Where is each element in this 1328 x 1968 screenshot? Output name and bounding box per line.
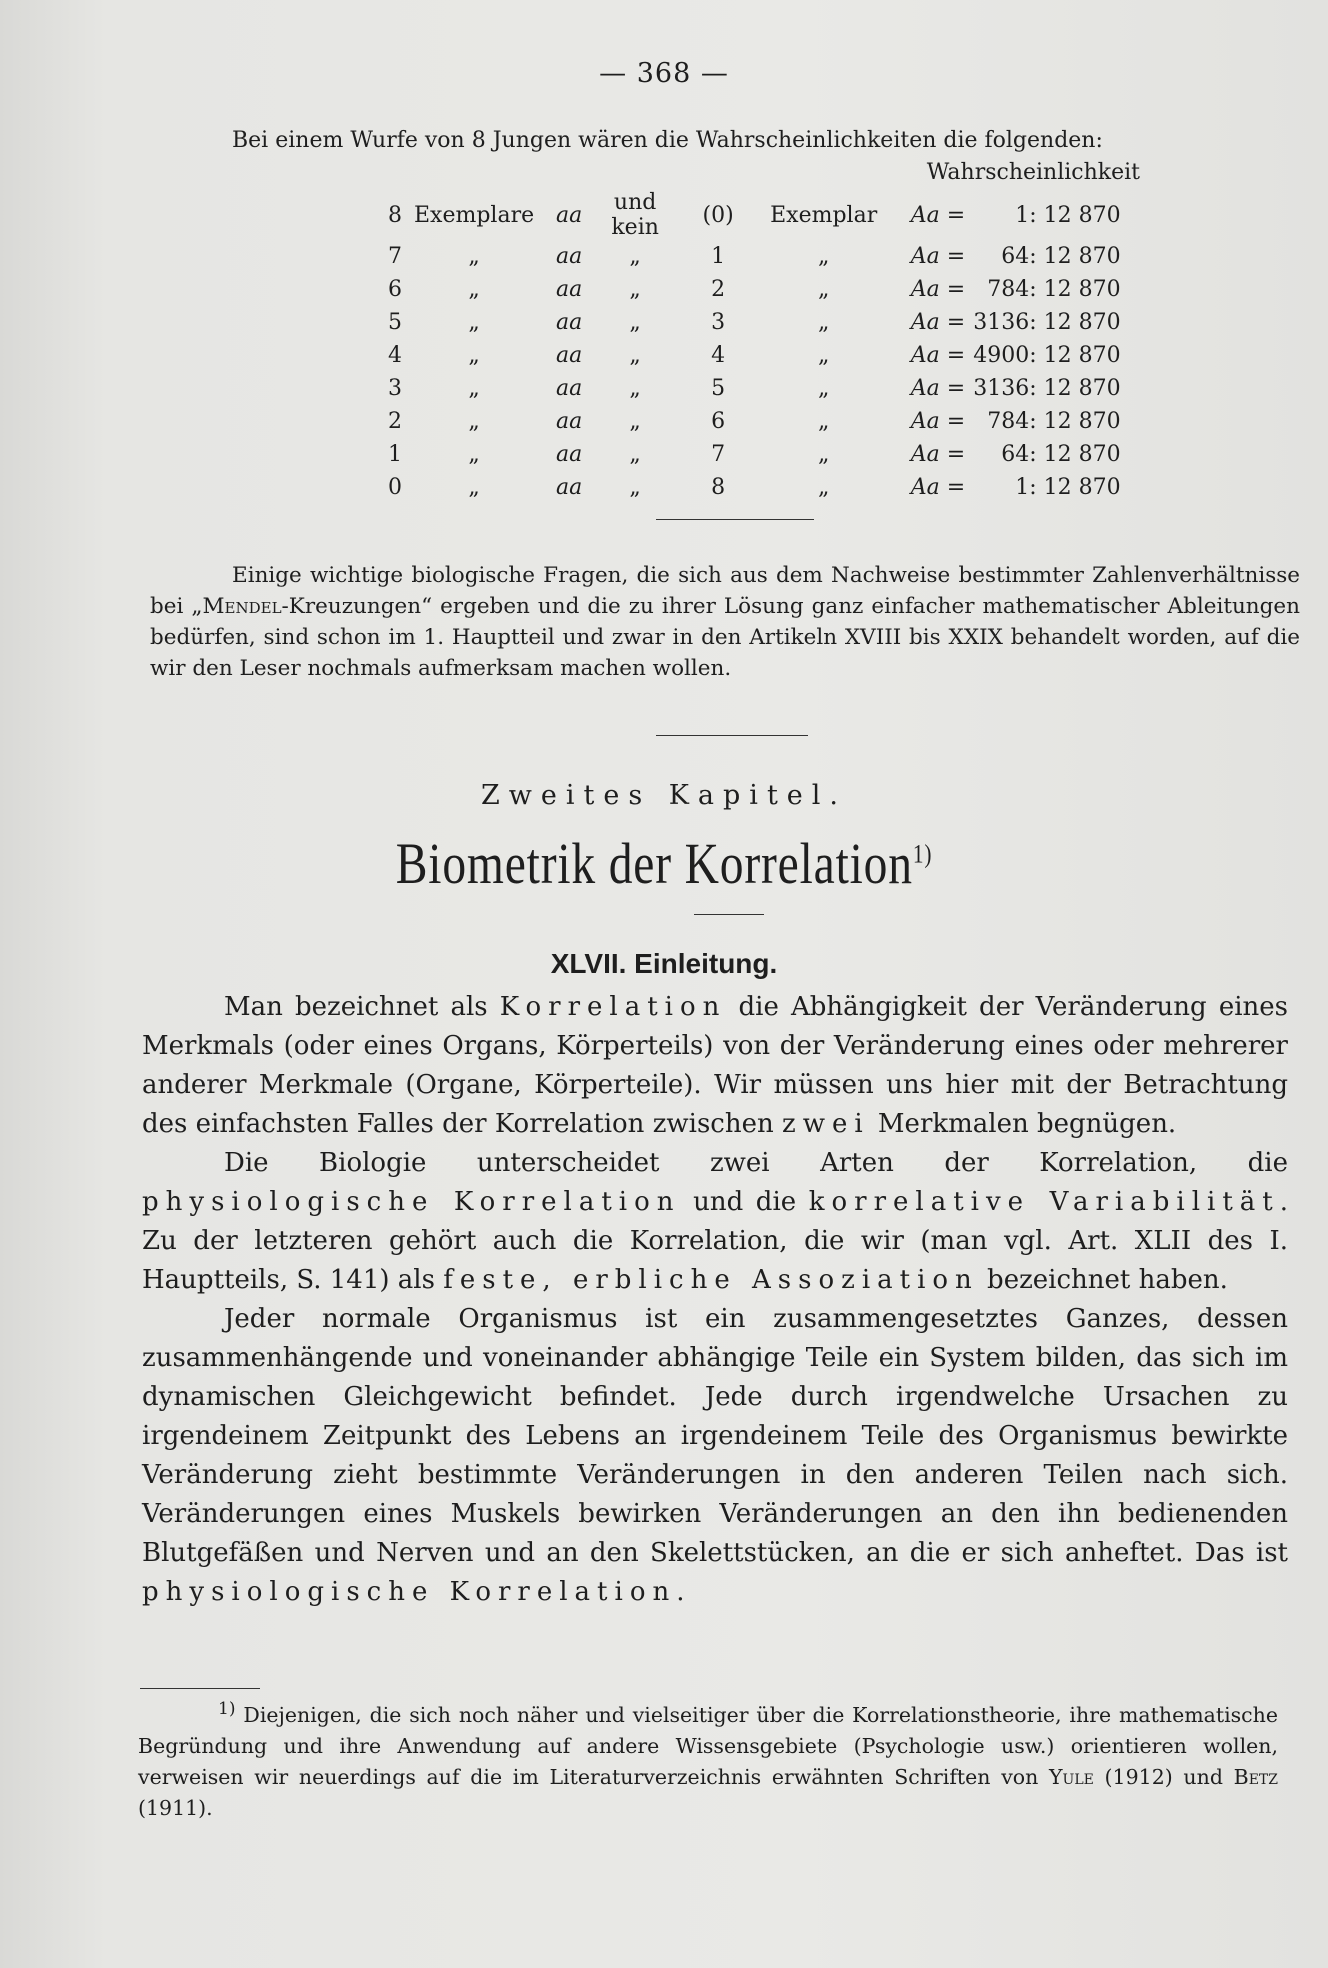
table-intro-line: Bei einem Wurfe von 8 Jungen wären die Wahrscheinlichkeiten die folgenden: xyxy=(232,128,1103,153)
row-count-aa: 1 xyxy=(388,442,402,467)
separator-rule xyxy=(656,519,814,520)
row-word-exemplar: „ xyxy=(817,442,830,467)
row-count-Aa: 1 xyxy=(711,244,726,269)
row-genotype-aa: aa xyxy=(556,442,583,467)
row-genotype-aa: aa xyxy=(556,343,583,368)
row-genotype-aa: aa xyxy=(556,409,583,434)
row-word-und: und kein xyxy=(611,190,659,240)
row-probability-numerator: 784 xyxy=(987,277,1030,302)
text-run: und die xyxy=(680,1187,809,1217)
row-count-aa: 4 xyxy=(388,343,402,368)
row-count-aa: 3 xyxy=(388,376,402,401)
row-count-aa: 5 xyxy=(388,310,402,335)
row-probability-denominator: : 12 870 xyxy=(1029,442,1121,467)
row-word-und: „ xyxy=(629,277,641,302)
row-word-exemplare: „ xyxy=(468,343,480,368)
table-row xyxy=(388,273,1125,306)
row-probability-numerator: 3136 xyxy=(973,310,1030,335)
row-count-Aa: (0) xyxy=(702,202,734,228)
row-count-aa: 8 xyxy=(388,202,402,228)
row-genotype-aa: aa xyxy=(556,310,583,335)
row-word-exemplare: „ xyxy=(468,376,480,401)
row-count-aa: 7 xyxy=(388,244,402,269)
row-genotype-aa: aa xyxy=(556,277,583,302)
text-run: die Abhängigkeit der Veränderung eines Merkmals (oder eines Organs, Körperteils) von der Veränderung eines oder mehrerer anderer Merkmale (Organe, Körperteile). Wir müssen uns hier mit der Betrachtung des einfachsten Falles der Korrelation zwischen xyxy=(142,992,1288,1139)
row-probability-numerator: 64 xyxy=(1001,244,1030,269)
row-genotype-aa: aa xyxy=(556,376,583,401)
row-word-exemplar: „ xyxy=(817,310,830,335)
table-row xyxy=(388,306,1125,339)
row-probability-denominator: : 12 870 xyxy=(1029,277,1121,302)
row-word-exemplare: „ xyxy=(468,277,480,302)
page-number: — 368 — xyxy=(599,58,729,89)
row-genotype-Aa: Aa = xyxy=(910,310,966,335)
table-row xyxy=(388,471,1125,504)
table-row xyxy=(388,240,1125,273)
row-count-Aa: 8 xyxy=(711,475,726,500)
text-run: Diejenigen, die sich noch näher und vielseitiger über die Korrelationstheorie, ihre mathematische Begründung und ihre Anwendung auf andere Wissensgebiete (Psychologie usw.) orientieren wollen, verweisen wir neuerdings auf die im Literaturverzeichnis erwähnten Schriften von xyxy=(138,1702,1278,1789)
text-run: . Zu der letzteren gehört auch die Korrelation, die wir (man vgl. Art. XLII des I. Hauptteils, S. 141) als xyxy=(142,1187,1289,1295)
row-probability-numerator: 784 xyxy=(987,409,1030,434)
row-genotype-Aa: Aa = xyxy=(910,475,966,500)
text-run: . xyxy=(676,1577,685,1607)
text-run: bezeichnet haben. xyxy=(978,1265,1228,1295)
row-word-exemplare: Exemplare xyxy=(414,202,535,228)
paragraph-3 xyxy=(142,1300,1288,1612)
row-genotype-Aa: Aa = xyxy=(910,376,966,401)
row-count-Aa: 2 xyxy=(711,277,726,302)
emphasis-spaced: feste, erbliche Assoziation xyxy=(443,1265,979,1295)
row-count-aa: 0 xyxy=(388,475,402,500)
row-word-exemplar: „ xyxy=(817,244,830,269)
author-name-betz: Betz xyxy=(1233,1764,1278,1789)
table-row xyxy=(388,339,1125,372)
row-count-Aa: 4 xyxy=(711,343,726,368)
row-word-und: „ xyxy=(629,376,641,401)
row-genotype-aa: aa xyxy=(556,244,583,269)
row-probability-denominator: : 12 870 xyxy=(1029,409,1121,434)
text-run: (1911). xyxy=(138,1795,213,1820)
row-word-und: „ xyxy=(629,442,641,467)
footnote-reference: 1) xyxy=(912,839,933,869)
emphasis-spaced: korrelative Variabilität xyxy=(808,1187,1280,1217)
author-name-yule: Yule xyxy=(1049,1764,1094,1789)
text-run: Die Biologie unterscheidet zwei Arten der Korrelation, die xyxy=(224,1148,1288,1178)
row-word-und: „ xyxy=(629,244,641,269)
row-probability-denominator: : 12 870 xyxy=(1029,343,1121,368)
table-row xyxy=(388,438,1125,471)
chapter-title-text: Biometrik der Korrelation xyxy=(395,831,913,896)
row-genotype-Aa: Aa = xyxy=(910,409,966,434)
probability-table xyxy=(388,190,1125,504)
table-row xyxy=(388,190,1125,240)
row-word-exemplar: Exemplar xyxy=(770,202,878,228)
table-row xyxy=(388,405,1125,438)
row-word-exemplare: „ xyxy=(468,310,480,335)
row-genotype-Aa: Aa = xyxy=(910,343,966,368)
row-word-exemplare: „ xyxy=(468,409,480,434)
row-word-exemplare: „ xyxy=(468,442,480,467)
row-count-aa: 6 xyxy=(388,277,402,302)
row-probability-denominator: : 12 870 xyxy=(1029,244,1121,269)
author-name-mendel: Mendel xyxy=(202,594,282,619)
row-probability-numerator: 3136 xyxy=(973,376,1030,401)
row-word-und: „ xyxy=(629,475,641,500)
paragraph-2 xyxy=(142,1144,1288,1300)
footnote-rule xyxy=(140,1688,260,1689)
row-genotype-Aa: Aa = xyxy=(910,277,966,302)
paragraph-1 xyxy=(142,988,1288,1144)
row-genotype-Aa: Aa = xyxy=(910,244,966,269)
emphasis-spaced: zwei xyxy=(782,1109,870,1139)
text-run: Jeder normale Organismus ist ein zusammengesetztes Ganzes, dessen zusammenhängende und voneinander abhängige Teile ein System bilden, das sich im dynamischen Gleichgewicht befindet. Jede durch irgendwelche Ursachen zu irgendeinem Zeitpunkt des Lebens an irgendeinem Teile des Organismus bewirkte Veränderung zieht bestimmte Veränderungen in den anderen Teilen nach sich. Veränderungen eines Muskels bewirken Veränderungen an den ihn bedienenden Blutgefäßen und Nerven und an den Skelettstücken, an die er sich anheftet. Das ist xyxy=(142,1304,1288,1568)
row-word-exemplare: „ xyxy=(468,475,480,500)
note-text-end: -Kreuzungen“ ergeben und die zu ihrer Lösung ganz einfacher mathematischer Ableitungen bedürfen, sind schon im 1. Hauptteil und zwar in den Artikeln XVIII bis XXIX behandelt worden, auf die wir den Leser nochmals aufmerksam machen wollen. xyxy=(150,594,1300,681)
row-probability-denominator: : 12 870 xyxy=(1029,376,1121,401)
row-count-aa: 2 xyxy=(388,409,402,434)
emphasis-spaced: physiologische Korrelation xyxy=(142,1187,681,1217)
row-probability-numerator: 1 xyxy=(1015,202,1030,228)
row-count-Aa: 3 xyxy=(711,310,726,335)
footnote xyxy=(138,1694,1278,1824)
separator-rule xyxy=(694,914,764,915)
row-genotype-Aa: Aa = xyxy=(910,202,966,228)
row-probability-denominator: : 12 870 xyxy=(1029,202,1121,228)
section-heading: XLVII. Einleitung. xyxy=(550,948,778,979)
row-word-exemplar: „ xyxy=(817,376,830,401)
footnote-mark: 1) xyxy=(218,1699,236,1719)
row-probability-numerator: 1 xyxy=(1015,475,1030,500)
row-word-und: „ xyxy=(629,343,641,368)
body-text xyxy=(142,988,1288,1612)
separator-rule xyxy=(656,735,808,736)
row-word-und: „ xyxy=(629,310,641,335)
emphasis-spaced: Korrelation xyxy=(499,992,727,1022)
row-count-Aa: 6 xyxy=(711,409,726,434)
chapter-title xyxy=(120,830,1209,897)
note-text-start: Einige wichtige biologische Fragen, die sich aus dem Nachweise bestimmter Zahlenverhältnisse bei „ xyxy=(150,563,1300,619)
note-paragraph xyxy=(150,560,1300,684)
row-word-und: „ xyxy=(629,409,641,434)
row-genotype-Aa: Aa = xyxy=(910,442,966,467)
text-run: (1912) und xyxy=(1093,1764,1234,1789)
row-probability-denominator: : 12 870 xyxy=(1029,475,1121,500)
row-word-exemplar: „ xyxy=(817,277,830,302)
row-probability-numerator: 4900 xyxy=(973,343,1030,368)
row-probability-denominator: : 12 870 xyxy=(1029,310,1121,335)
row-probability-numerator: 64 xyxy=(1001,442,1030,467)
text-run: Merkmalen begnügen. xyxy=(869,1109,1177,1139)
row-word-exemplare: „ xyxy=(468,244,480,269)
row-word-exemplar: „ xyxy=(817,409,830,434)
table-row xyxy=(388,372,1125,405)
table-column-header: Wahrscheinlichkeit xyxy=(926,160,1140,185)
row-genotype-aa: aa xyxy=(556,475,583,500)
chapter-label: Zweites Kapitel. xyxy=(481,780,847,811)
row-word-exemplar: „ xyxy=(817,343,830,368)
emphasis-spaced: physiologische Korrelation xyxy=(142,1577,677,1607)
row-word-exemplar: „ xyxy=(817,475,830,500)
row-count-Aa: 5 xyxy=(711,376,726,401)
row-genotype-aa: aa xyxy=(556,202,583,228)
row-count-Aa: 7 xyxy=(711,442,726,467)
text-run: Man bezeichnet als xyxy=(224,992,500,1022)
